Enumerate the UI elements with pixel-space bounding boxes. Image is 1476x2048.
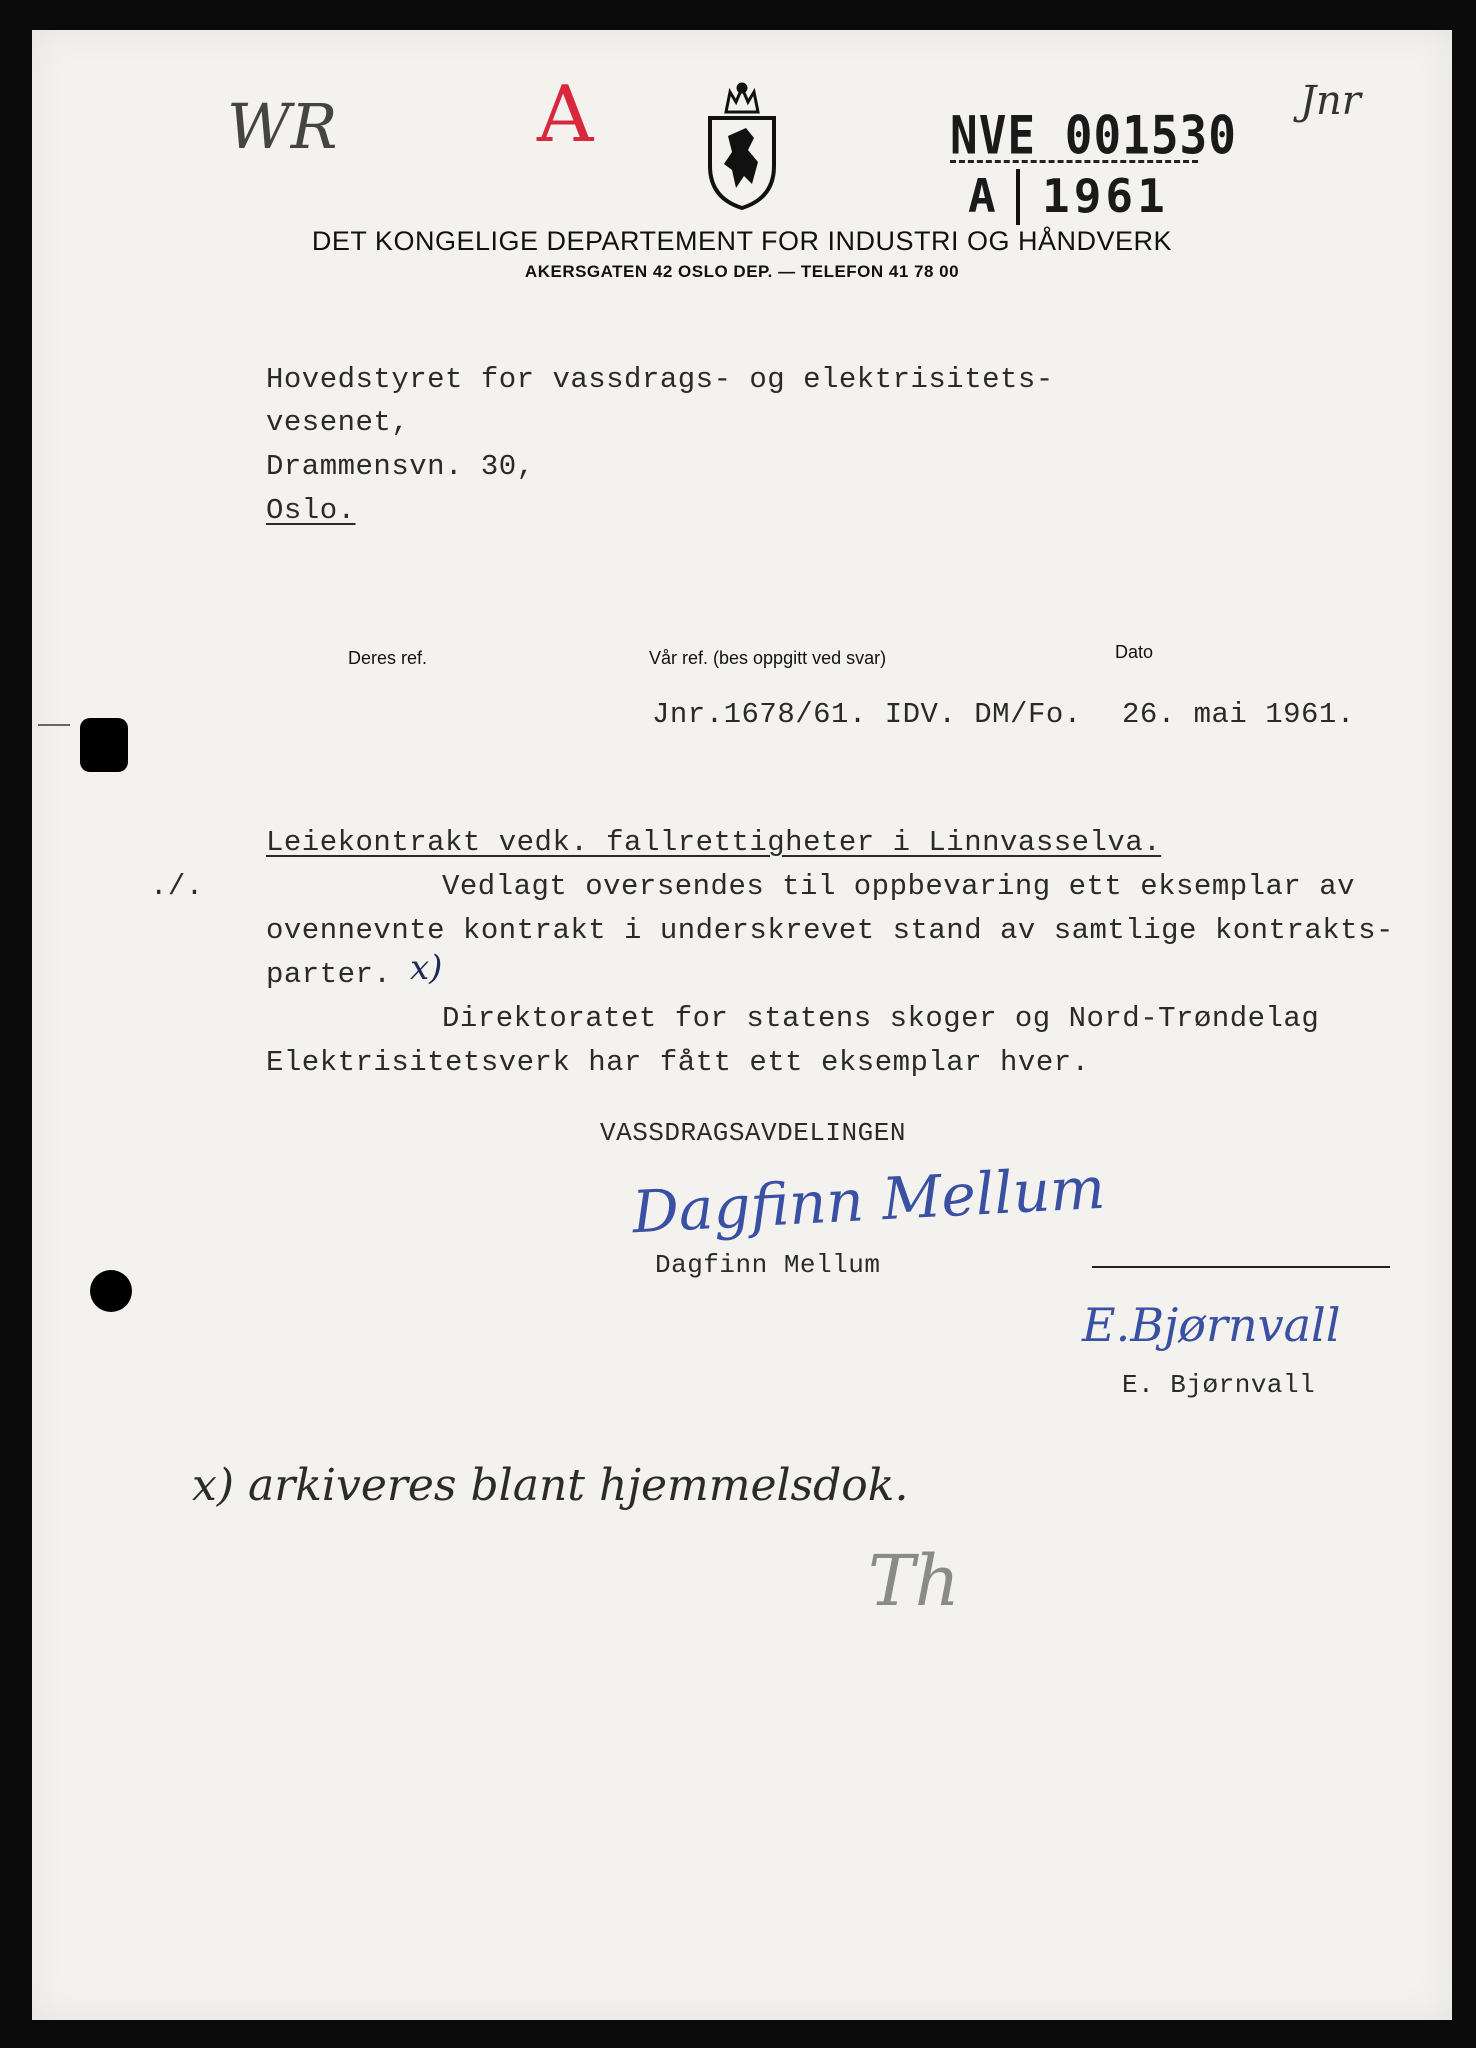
- paragraph-1-line-1: Vedlagt oversendes til oppbevaring ett eksemplar av: [442, 870, 1356, 903]
- punch-hole-upper: [80, 718, 128, 772]
- red-category-mark: A: [537, 70, 594, 160]
- letterhead-title: DET KONGELIGE DEPARTEMENT FOR INDUSTRI OG HÅNDVERK: [311, 226, 1173, 256]
- var-ref-value: Jnr.1678/61. IDV. DM/Fo.: [652, 698, 1082, 731]
- signature-line: [1092, 1266, 1390, 1268]
- paragraph-1-line-2: ovennevnte kontrakt i underskrevet stand av samtlige kontrakts-: [266, 914, 1394, 947]
- signature-dagfinn-mellum: Dagfinn Mellum: [630, 1153, 1107, 1247]
- archive-stamp-year: 1961: [1042, 169, 1169, 223]
- recipient-line-4: Oslo.: [266, 494, 356, 527]
- signature-bjornvall: E.Bjørnvall: [1082, 1298, 1341, 1352]
- dato-label: Dato: [1115, 642, 1154, 662]
- department-signature-block: VASSDRAGSAVDELINGEN: [600, 1118, 906, 1148]
- scan-margin-mark: [38, 724, 70, 726]
- handwritten-initials-top-left: WR: [227, 90, 338, 163]
- paragraph-1-line-3: parter.: [266, 958, 392, 991]
- recipient-line-2: vesenet,: [266, 406, 410, 439]
- document-page: [32, 30, 1452, 2020]
- handwritten-annotation-mark: x): [410, 948, 443, 988]
- archive-stamp-number: NVE 001530: [950, 103, 1237, 167]
- subject-line: Leiekontrakt vedk. fallrettigheter i Linnvasselva.: [266, 826, 1162, 859]
- letterhead-address: AKERSGATEN 42 OSLO DEP. — TELEFON 41 78 00: [524, 262, 960, 281]
- recipient-line-1: Hovedstyret for vassdrags- og elektrisitets-: [266, 363, 1054, 396]
- var-ref-label: Vår ref. (bes oppgitt ved svar): [649, 648, 887, 668]
- dato-value: 26. mai 1961.: [1122, 698, 1355, 731]
- enclosure-mark: ./.: [150, 870, 204, 903]
- handwritten-note-top-right: Jnr: [1300, 78, 1361, 124]
- handwritten-footnote-initials: Th: [868, 1540, 960, 1622]
- paragraph-2-line-2: Elektrisitetsverk har fått ett eksemplar hver.: [266, 1046, 1090, 1079]
- archive-stamp-divider: [1016, 169, 1020, 225]
- recipient-line-3: Drammensvn. 30,: [266, 450, 535, 483]
- signer-name-1: Dagfinn Mellum: [655, 1250, 881, 1280]
- norwegian-coat-of-arms-icon: [696, 80, 788, 212]
- archive-stamp-frame: [950, 160, 1198, 229]
- punch-hole-lower: [90, 1270, 132, 1312]
- deres-ref-label: Deres ref.: [348, 648, 428, 668]
- paragraph-2-line-1: Direktoratet for statens skoger og Nord-Trøndelag: [442, 1002, 1320, 1035]
- signer-name-2: E. Bjørnvall: [1122, 1370, 1316, 1400]
- handwritten-footnote: x) arkiveres blant hjemmelsdok.: [192, 1460, 909, 1511]
- archive-stamp-category: A: [968, 169, 996, 223]
